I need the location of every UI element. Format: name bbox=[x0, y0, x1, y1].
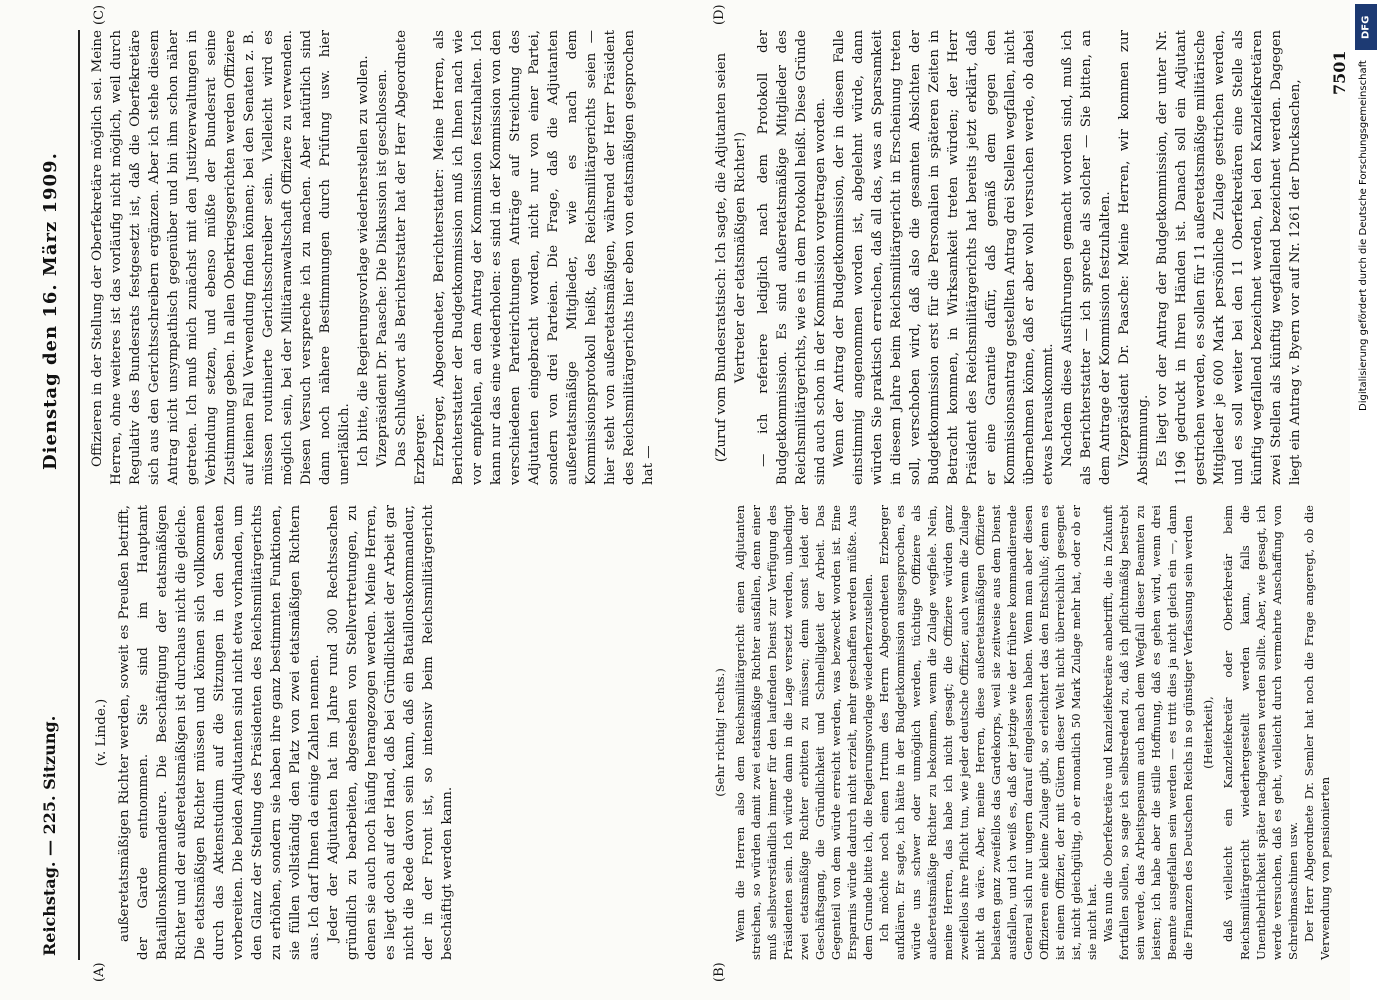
column-d bbox=[708, 30, 1305, 485]
paragraph: daß vielleicht ein Kanzleifekretär oder Oberfekretär beim Reichsmilitärgericht wiederhergestellt werden kann, falls die Unentbehrlichkeit später nachgewiesen werden sollte. Aber, wie gesagt, ich werde versuchen, daß es geht, vielleicht durch vermehrte Anschaffung von Schreibmaschinen usw. bbox=[1221, 505, 1300, 960]
paragraph: außeretatsmäßigen Richter werden, soweit es Preußen betrifft, der Garde entnommen. Sie sind im Hauptamt Bataillonskommandeure. Die Beschäftigung der etatsmäßigen Richter und der außeretatsmäßigen ist durchaus nicht die gleiche. Die etatsmäßigen Richter müssen und können sich vollkommen durch das Aktenstudium auf die Sitzungen in den Senaten vorbereiten. Die beiden Adjutanten sind nicht etwa vorhanden, um den Glanz der Stellung des Präsidenten des Reichsmilitärgerichts zu erhöhen, sondern sie haben ihre ganz bestimmten Funktionen, sie füllen vollständig den Platz von zwei etatsmäßigen Richtern aus. Ich darf Ihnen da einige Zahlen nennen. bbox=[117, 505, 322, 960]
paragraph: Das Schlußwort als Berichterstatter hat der Herr Abgeordnete Erzberger. bbox=[394, 30, 428, 485]
paragraph: Wenn der Antrag der Budgetkommission, der in diesem Falle einstimmig angenommen worden ist, abgelehnt würde, dann würden Sie praktisch erreichen, daß all das, was an Sparsamkeit in diesem Jahre beim Reichsmilitärgericht in Erscheinung treten soll, verschoben wird, daß also die gesamten Absichten der Budgetkommission erst für die Personalien in späteren Zeiten in Betracht kommen, in Wirksamkeit treten würden; der Herr Präsident des Reichsmilitärgerichts hat bereits jetzt erklärt, daß er eine Garantie dafür, daß gemäß dem gegen den Kommissionsantrag gestellten Antrag drei Stellen wegfallen, nicht übernehmen könne, daß er aber wohl versuchen werde, ob dabei etwas herauskommt. bbox=[832, 30, 1056, 485]
interjection: (Heiterkeit), bbox=[1201, 696, 1216, 769]
paragraph: Jeder der Adjutanten hat im Jahre rund 300 Rechtssachen gründlich zu bearbeiten, abgesehen von Stellvertretungen, zu denen sie auch noch häufig herangezogen werden. Meine Herren, es liegt doch auf der Hand, daß bei Gründlichkeit der Arbeit gar nicht die Rede davon sein kann, daß ein Bataillonskommandeur, der in der Front ist, so intensiv beim Reichsmilitärgericht beschäftigt werden kann. bbox=[326, 505, 455, 960]
column-b bbox=[708, 505, 1333, 960]
speaker-marker: (v. Linde.) bbox=[94, 698, 109, 767]
column-c bbox=[88, 30, 658, 485]
header-rule bbox=[78, 30, 80, 960]
margin-mark-b: (B) bbox=[712, 962, 727, 982]
header-session-title: Reichstag. — 225. Sitzung. bbox=[40, 715, 59, 956]
paragraph: Wenn die Herren also dem Reichsmilitärgericht einen Adjutanten streichen, so würden damit zwei etatsmäßige Richter ausfallen, denn einer muß selbstverständlich immer für den laufenden Dienst zur Verfügung des Präsidenten sein. Ich würde dann in die Lage versetzt werden, unbedingt zwei etatsmäßige Richter erbitten zu müssen; denn sonst leidet der Geschäftsgang, die Gründlichkeit und Schnelligkeit der Arbeit. Das Gegenteil von dem würde erreicht werden, was bezweckt worden ist. Eine Ersparnis würde dadurch nicht erzielt, mehr geschaffen werden müßte. Aus dem Grunde bitte ich, die Regierungsvorlage wiederherzustellen. bbox=[733, 505, 876, 960]
column-a bbox=[88, 505, 457, 960]
margin-mark-c: (C) bbox=[92, 4, 107, 25]
paragraph: Vizepräsident Dr. Paasche: Meine Herren, wir kommen zur Abstimmung. bbox=[1117, 30, 1151, 485]
dfg-logo: DFG bbox=[1355, 4, 1377, 50]
margin-mark-a: (A) bbox=[92, 962, 107, 982]
paragraph: Es liegt vor der Antrag der Budgetkommission, der unter Nr. 1196 gedruckt in Ihren Händen ist. Danach soll ein Adjutant gestrichen werden, es sollen für 11 außeretatsmäßige militärische Mitglieder je 600 Mark persönliche Zulage gestrichen werden, und es soll weiter bei den 11 Oberfekretären eine Stelle als künftig wegfallend bezeichnet werden, bei den Kanzleifekretären zwei Stellen als künftig wegfallend bezeichnet werden. Dagegen liegt ein Antrag v. Byern vor auf Nr. 1261 der Drucksachen, bbox=[1155, 30, 1303, 485]
paragraph: Ich bitte, die Regierungsvorlage wiederherstellen zu wollen. bbox=[356, 55, 371, 467]
paragraph: Vizepräsident Dr. Paasche: Die Diskussion ist geschlossen. bbox=[375, 69, 390, 467]
paragraph: Erzberger, Abgeordneter, Berichterstatter: Meine Herren, als Berichterstatter der Budgetkommission muß ich Ihnen nach wie vor empfehlen, an dem Antrag der Kommission festzuhalten. Ich kann nur das eine wiederholen: es sind in der Kommission von den verschiedenen Parteirichtungen Anträge auf Streichung des Adjutanten eingebracht worden, nicht nur von einer Partei, sondern von drei Parteien. Die Frage, daß die Adjutanten außeretatsmäßige Mitglieder, wie es nach dem Kommissionsprotokoll heißt, des Reichsmilitärgerichts seien — hier steht von außeretatsmäßigen, während der Herr Präsident des Reichsmilitärgerichts hier eben von etatsmäßigen gesprochen hat — bbox=[432, 29, 656, 485]
paragraph: Ich möchte noch einen Irrtum des Herrn Abgeordneten Erzberger aufklären. Er sagte, ich hätte in der Budgetkommission ausgesprochen, es würde uns schwer oder unmöglich werden, tüchtige Offiziere als außeretatsmäßige Richter zu bekommen, wenn die Zulage wegfiele. Nein, meine Herren, das habe ich nicht gesagt; die Offiziere würden ganz zweifellos ihre Pflicht tun, wie jeder deutsche Offizier, auch wenn die Zulage nicht da wäre. Aber, meine Herren, diese außeretatsmäßigen Offiziere belasten ganz zweifellos das Gardekorps, weil sie zeitweise aus dem Dienst ausfallen, und ich weiß es, daß der jetzige wie der frühere kommandierende General sich nur ungern darauf eingelassen haben. Wenn man aber diesen Offizieren eine kleine Zulage gibt, so erleichtert das den Entschluß; denn es ist einem Offizier, der mit Gütern dieser Welt nicht überreichlich gesegnet ist, nicht gleichgültig, ob er monatlich 50 Mark Zulage mehr hat, oder ob er sie nicht hat. bbox=[877, 505, 1100, 960]
paragraph: Der Herr Abgeordnete Dr. Semler hat noch die Frage angeregt, ob die Verwendung von pensionierten bbox=[1301, 505, 1332, 960]
paragraph: Was nun die Oberfekretäre und Kanzleifekretäre anbetrifft, die in Zukunft fortfallen sollen, so sage ich selbstredend zu, daß ich pflichtmäßig bestrebt sein werde, das Arbeitspensum auch nach dem Wegfall dieser Beamten zu leisten; ich habe aber die stille Hoffnung, daß es gehen wird, wenn drei Beamte ausgefallen sein werden — es tritt dies ja nicht gleich ein —, dann die Finanzen des Deutschen Reichs in so günstiger Verfassung sein werden bbox=[1101, 505, 1196, 960]
header-page-number: 7501 bbox=[1330, 50, 1349, 95]
digitization-credit: Digitalisierung gefördert durch die Deutsche Forschungsgemeinschaft bbox=[1358, 60, 1369, 411]
header-date: Dienstag den 16. März 1909. bbox=[40, 152, 61, 470]
interjection: (Zuruf vom Bundesratstisch: Ich sagte, die Adjutanten seien Vertreter der etatsmäßigen Richter!) bbox=[714, 52, 748, 463]
paragraph: Offizieren in der Stellung der Oberfekretäre möglich sei. Meine Herren, ohne weiteres ist das vorläufig nicht möglich, weil durch Regulativ des Bundesrats festgesetzt ist, daß die Oberfekretäre sich aus den Gerichtsschreibern ergänzen. Aber ich stehe diesem Antrag nicht unsympathisch gegenüber und bin ihm schon näher getreten. Ich muß mich zunächst mit den Justizverwaltungen in Verbindung setzen, und ebenso müßte der Bundesrat seine Zustimmung geben. In allen Oberkriegsgerichten werden Offiziere auf keinen Fall Verwendung finden können; bei den Senaten z. B. müssen routinierte Gerichtsschreiber sein. Vielleicht wird es möglich sein, bei der Militäranwaltschaft Offiziere zu verwenden. Diesen Versuch verspreche ich zu machen. Aber natürlich sind dann noch nähere Bestimmungen durch Prüfung usw. hier unerläßlich. bbox=[90, 30, 352, 485]
paragraph: Nachdem diese Ausführungen gemacht worden sind, muß ich als Berichterstatter — ich spreche als solcher — Sie bitten, an dem Antrage der Kommission festzuhalten. bbox=[1060, 30, 1113, 485]
margin-mark-d: (D) bbox=[712, 4, 727, 25]
paragraph: — ich referiere lediglich nach dem Protokoll der Budgetkommission. Es sind außeretatsmäßige Mitglieder des Reichsmilitärgerichts, wie es in dem Protokoll heißt. Diese Gründe sind auch schon in der Kommission vorgetragen worden. bbox=[756, 30, 828, 485]
interjection: (Sehr richtig! rechts.) bbox=[713, 668, 727, 797]
